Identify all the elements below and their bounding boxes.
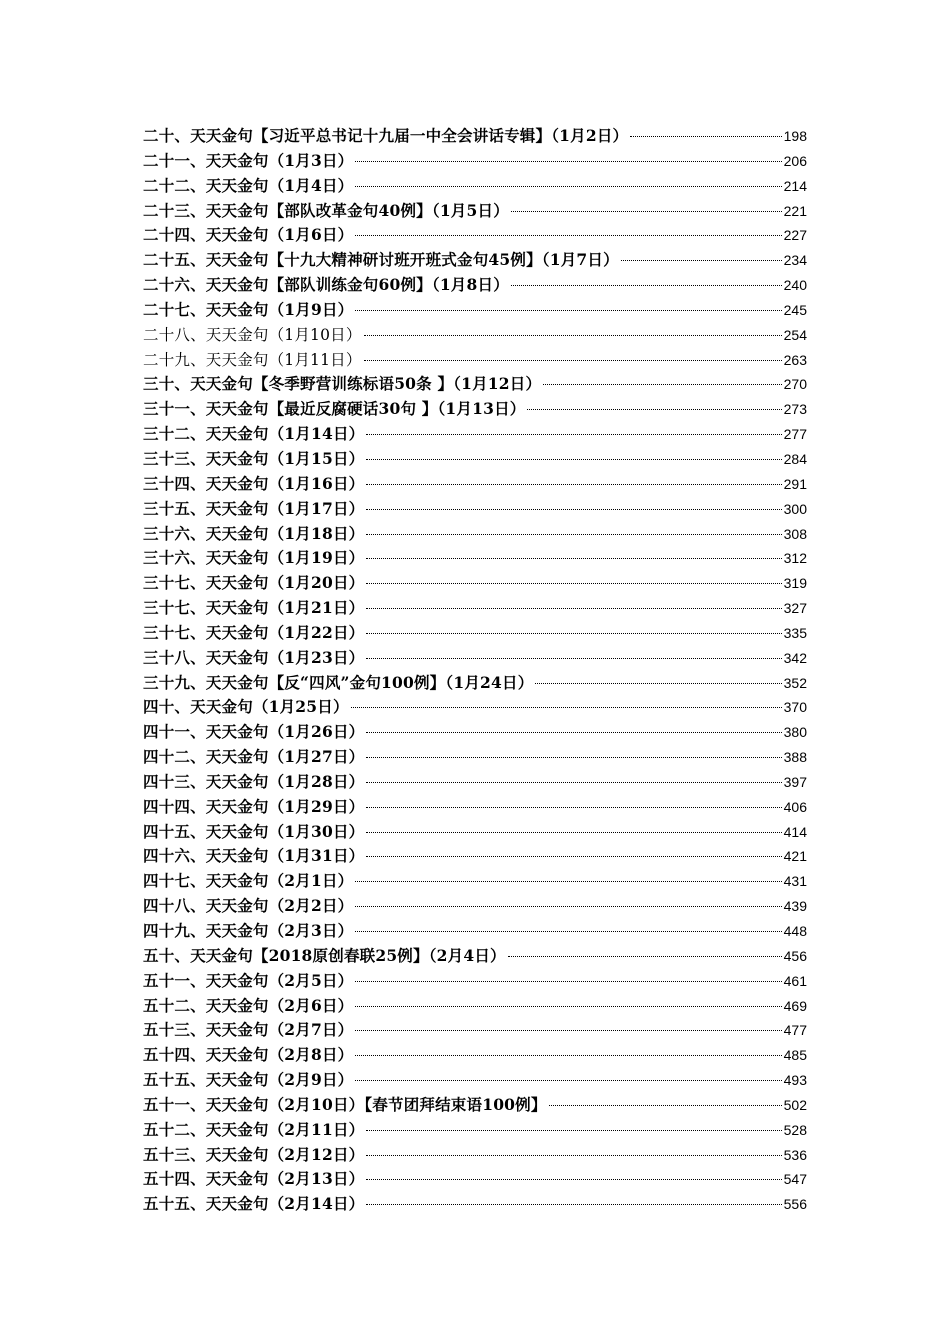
dot-leader xyxy=(511,211,782,212)
toc-entry-page-number: 245 xyxy=(783,301,807,318)
dot-leader xyxy=(366,1130,781,1131)
toc-entry-page-number: 263 xyxy=(783,351,807,368)
toc-entry-page-number: 206 xyxy=(783,152,807,169)
toc-entry-title: 三十三、天天金句（1月15日） xyxy=(143,448,365,468)
toc-entry-title: 三十七、天天金句（1月21日） xyxy=(143,598,365,618)
dot-leader xyxy=(535,683,781,684)
toc-entry-page-number: 380 xyxy=(783,724,807,741)
toc-entry-page-number: 414 xyxy=(783,823,807,840)
toc-entry-page-number: 221 xyxy=(783,202,807,219)
toc-entry[interactable] xyxy=(143,795,807,820)
dot-leader xyxy=(355,906,781,907)
toc-entry-page-number: 502 xyxy=(783,1096,807,1113)
toc-entry[interactable] xyxy=(143,472,807,497)
toc-entry-title: 四十九、天天金句（2月3日） xyxy=(143,921,354,940)
toc-entry-title: 四十五、天天金句（1月30日） xyxy=(143,821,365,841)
toc-entry[interactable] xyxy=(143,149,807,174)
dot-leader xyxy=(366,558,781,559)
dot-leader xyxy=(355,186,781,187)
toc-entry[interactable] xyxy=(143,348,807,373)
toc-entry[interactable] xyxy=(143,745,807,770)
toc-entry-title: 三十、天天金句【冬季野营训练标语50条 】（1月12日） xyxy=(143,374,542,394)
toc-entry[interactable] xyxy=(143,323,807,348)
toc-entry-title: 二十一、天天金句（1月3日） xyxy=(143,150,354,170)
toc-entry-page-number: 406 xyxy=(783,798,807,815)
toc-entry-page-number: 254 xyxy=(783,326,807,343)
toc-entry[interactable] xyxy=(143,671,807,696)
toc-entry[interactable] xyxy=(143,273,807,298)
dot-leader xyxy=(366,509,781,510)
toc-entry[interactable] xyxy=(143,596,807,621)
dot-leader xyxy=(355,981,781,982)
toc-entry-page-number: 431 xyxy=(783,873,807,890)
dot-leader xyxy=(366,832,781,833)
toc-entry[interactable] xyxy=(143,1043,807,1068)
toc-entry-title: 二十八、天天金句（1月10日） xyxy=(143,325,362,344)
toc-entry-page-number: 388 xyxy=(783,749,807,766)
dot-leader xyxy=(366,608,781,609)
dot-leader xyxy=(355,1055,781,1056)
toc-entry[interactable] xyxy=(143,546,807,571)
toc-entry-page-number: 308 xyxy=(783,525,807,542)
toc-entry-title: 三十九、天天金句【反“四风”金句100例】（1月24日） xyxy=(143,672,534,692)
toc-entry[interactable] xyxy=(143,1093,807,1118)
toc-entry[interactable] xyxy=(143,447,807,472)
dot-leader xyxy=(366,583,781,584)
dot-leader xyxy=(366,1179,781,1180)
toc-entry-page-number: 234 xyxy=(783,252,807,269)
toc-entry-page-number: 291 xyxy=(783,475,807,492)
toc-entry-title: 五十二、天天金句（2月6日） xyxy=(143,995,354,1015)
toc-entry-title: 三十八、天天金句（1月23日） xyxy=(143,647,365,667)
dot-leader xyxy=(366,1155,781,1156)
dot-leader xyxy=(366,807,781,808)
toc-entry-page-number: 352 xyxy=(783,674,807,691)
toc-entry[interactable] xyxy=(143,844,807,869)
dot-leader xyxy=(366,534,781,535)
toc-entry-page-number: 556 xyxy=(783,1196,807,1213)
toc-entry-title: 五十三、天天金句（2月7日） xyxy=(143,1020,354,1040)
dot-leader xyxy=(621,260,782,261)
toc-entry[interactable] xyxy=(143,1192,807,1217)
toc-entry-title: 五十四、天天金句（2月13日） xyxy=(143,1169,365,1189)
table-of-contents xyxy=(143,124,807,1217)
toc-entry-page-number: 397 xyxy=(783,773,807,790)
dot-leader xyxy=(630,136,781,137)
toc-entry-title: 五十、天天金句【2018原创春联25例】（2月4日） xyxy=(143,945,506,965)
dot-leader xyxy=(355,931,781,932)
toc-entry-title: 四十一、天天金句（1月26日） xyxy=(143,722,365,742)
dot-leader xyxy=(366,484,781,485)
toc-entry-page-number: 493 xyxy=(783,1072,807,1089)
toc-entry-title: 五十四、天天金句（2月8日） xyxy=(143,1045,354,1065)
dot-leader xyxy=(508,956,782,957)
toc-entry-page-number: 270 xyxy=(783,376,807,393)
toc-entry-title: 二十三、天天金句【部队改革金句40例】（1月5日） xyxy=(143,200,509,220)
toc-entry-title: 三十二、天天金句（1月14日） xyxy=(143,424,365,444)
toc-entry-title: 二十九、天天金句（1月11日） xyxy=(143,350,362,369)
toc-entry-title: 五十一、天天金句（2月10日）【春节团拜结束语100例】 xyxy=(143,1094,547,1114)
toc-entry[interactable] xyxy=(143,944,807,969)
dot-leader xyxy=(351,707,782,708)
toc-entry-page-number: 240 xyxy=(783,277,807,294)
toc-entry-page-number: 439 xyxy=(783,898,807,915)
toc-entry-page-number: 469 xyxy=(783,997,807,1014)
toc-entry[interactable] xyxy=(143,646,807,671)
toc-entry-page-number: 335 xyxy=(783,624,807,641)
toc-entry-title: 四十二、天天金句（1月27日） xyxy=(143,747,365,767)
dot-leader xyxy=(366,459,781,460)
toc-entry-title: 二十二、天天金句（1月4日） xyxy=(143,175,354,195)
toc-entry[interactable] xyxy=(143,720,807,745)
toc-entry-page-number: 477 xyxy=(783,1022,807,1039)
toc-entry-page-number: 485 xyxy=(783,1047,807,1064)
toc-entry[interactable] xyxy=(143,621,807,646)
toc-entry-page-number: 456 xyxy=(783,947,807,964)
toc-entry[interactable] xyxy=(143,298,807,323)
toc-entry-page-number: 214 xyxy=(783,177,807,194)
dot-leader xyxy=(364,335,782,336)
toc-entry-page-number: 319 xyxy=(783,575,807,592)
toc-entry[interactable] xyxy=(143,1018,807,1043)
dot-leader xyxy=(355,1030,781,1031)
toc-entry[interactable] xyxy=(143,422,807,447)
toc-entry-page-number: 312 xyxy=(783,550,807,567)
dot-leader xyxy=(543,384,781,385)
dot-leader xyxy=(511,285,782,286)
toc-entry[interactable] xyxy=(143,199,807,224)
toc-entry[interactable] xyxy=(143,969,807,994)
toc-entry[interactable] xyxy=(143,894,807,919)
toc-entry[interactable] xyxy=(143,994,807,1019)
toc-entry-title: 三十六、天天金句（1月18日） xyxy=(143,523,365,543)
dot-leader xyxy=(549,1105,782,1106)
dot-leader xyxy=(366,782,781,783)
toc-entry-title: 三十七、天天金句（1月22日） xyxy=(143,622,365,642)
toc-entry-title: 四十八、天天金句（2月2日） xyxy=(143,896,354,916)
dot-leader xyxy=(355,235,781,236)
toc-entry-page-number: 370 xyxy=(783,699,807,716)
toc-entry[interactable] xyxy=(143,372,807,397)
toc-entry[interactable] xyxy=(143,820,807,845)
toc-entry-title: 二十、天天金句【习近平总书记十九届一中全会讲话专辑】（1月2日） xyxy=(143,126,629,145)
toc-entry[interactable] xyxy=(143,1118,807,1143)
toc-entry-title: 五十五、天天金句（2月9日） xyxy=(143,1070,354,1090)
toc-entry-page-number: 536 xyxy=(783,1146,807,1163)
dot-leader xyxy=(366,658,781,659)
toc-entry-title: 四十四、天天金句（1月29日） xyxy=(143,796,365,816)
toc-entry-page-number: 448 xyxy=(783,923,807,939)
toc-entry-title: 二十六、天天金句【部队训练金句60例】（1月8日） xyxy=(143,275,509,295)
dot-leader xyxy=(366,434,781,435)
toc-entry[interactable] xyxy=(143,522,807,547)
dot-leader xyxy=(355,1006,781,1007)
toc-entry[interactable] xyxy=(143,571,807,596)
toc-entry-title: 三十七、天天金句（1月20日） xyxy=(143,573,365,593)
toc-entry-page-number: 342 xyxy=(783,649,807,666)
toc-entry[interactable] xyxy=(143,497,807,522)
toc-entry[interactable] xyxy=(143,174,807,199)
dot-leader xyxy=(355,881,781,882)
toc-entry[interactable] xyxy=(143,124,807,149)
toc-entry-page-number: 273 xyxy=(783,401,807,418)
dot-leader xyxy=(366,757,781,758)
toc-entry-page-number: 461 xyxy=(783,972,807,989)
toc-entry-title: 二十四、天天金句（1月6日） xyxy=(143,225,354,245)
toc-entry[interactable] xyxy=(143,1068,807,1093)
dot-leader xyxy=(364,360,782,361)
toc-entry-title: 四十六、天天金句（1月31日） xyxy=(143,846,365,866)
toc-entry[interactable] xyxy=(143,248,807,273)
toc-entry-title: 三十五、天天金句（1月17日） xyxy=(143,498,365,518)
toc-entry-page-number: 277 xyxy=(783,426,807,443)
toc-entry[interactable] xyxy=(143,1167,807,1192)
toc-entry[interactable] xyxy=(143,919,807,944)
toc-entry-title: 五十五、天天金句（2月14日） xyxy=(143,1194,365,1214)
toc-entry-page-number: 327 xyxy=(783,600,807,617)
toc-entry-page-number: 528 xyxy=(783,1121,807,1138)
dot-leader xyxy=(355,1080,781,1081)
toc-entry-title: 二十七、天天金句（1月9日） xyxy=(143,299,354,319)
dot-leader xyxy=(527,409,781,410)
toc-entry[interactable] xyxy=(143,1143,807,1168)
toc-entry-title: 五十三、天天金句（2月12日） xyxy=(143,1144,365,1164)
toc-entry[interactable] xyxy=(143,869,807,894)
dot-leader xyxy=(355,161,781,162)
toc-entry-title: 五十二、天天金句（2月11日） xyxy=(143,1119,365,1139)
toc-entry-page-number: 198 xyxy=(783,128,807,144)
toc-entry[interactable] xyxy=(143,397,807,422)
toc-entry-title: 四十七、天天金句（2月1日） xyxy=(143,871,354,891)
dot-leader xyxy=(366,732,781,733)
toc-entry-title: 三十六、天天金句（1月19日） xyxy=(143,548,365,568)
toc-entry-page-number: 284 xyxy=(783,450,807,467)
toc-entry-title: 二十五、天天金句【十九大精神研讨班开班式金句45例】（1月7日） xyxy=(143,250,619,270)
toc-entry-title: 三十四、天天金句（1月16日） xyxy=(143,473,365,493)
toc-entry-title: 四十、天天金句（1月25日） xyxy=(143,697,349,717)
dot-leader xyxy=(366,856,781,857)
dot-leader xyxy=(355,310,781,311)
toc-entry-page-number: 300 xyxy=(783,500,807,517)
toc-entry-title: 四十三、天天金句（1月28日） xyxy=(143,771,365,791)
toc-entry-page-number: 227 xyxy=(783,227,807,244)
dot-leader xyxy=(366,1204,781,1205)
toc-entry-title: 三十一、天天金句【最近反腐硬话30句 】（1月13日） xyxy=(143,399,526,419)
toc-entry[interactable] xyxy=(143,695,807,720)
dot-leader xyxy=(366,633,781,634)
toc-entry[interactable] xyxy=(143,770,807,795)
toc-entry-page-number: 421 xyxy=(783,848,807,865)
toc-entry-title: 五十一、天天金句（2月5日） xyxy=(143,970,354,990)
toc-entry-page-number: 547 xyxy=(783,1171,807,1188)
toc-entry[interactable] xyxy=(143,223,807,248)
